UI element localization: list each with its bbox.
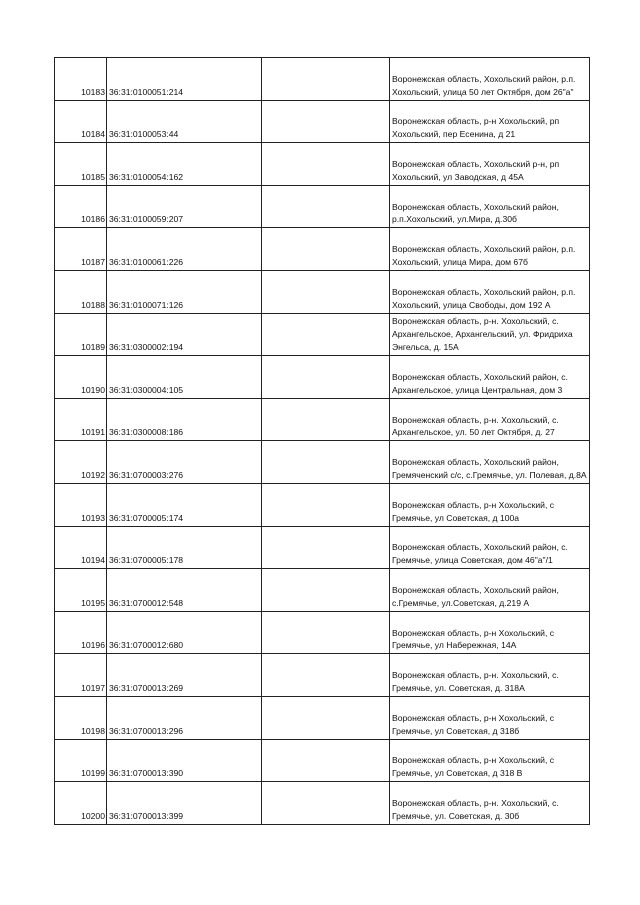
record-number-cell: 10183 [55, 58, 107, 101]
table-row [55, 58, 590, 101]
table-row [55, 100, 590, 143]
empty-cell [262, 739, 390, 782]
empty-cell [262, 270, 390, 313]
record-number-cell: 10191 [55, 398, 107, 441]
address-cell: Воронежская область, р-н Хохольский, с Гремячье, ул Советская, д 318 В [390, 739, 590, 782]
address-cell: Воронежская область, р-н Хохольский, с Гремячье, ул Советская, д 318б [390, 696, 590, 739]
empty-cell [262, 696, 390, 739]
record-number-cell: 10198 [55, 696, 107, 739]
table-row [55, 143, 590, 186]
cadastral-number-cell: 36:31:0700012:680 [107, 611, 262, 654]
empty-cell [262, 228, 390, 271]
empty-cell [262, 654, 390, 697]
record-number-cell: 10196 [55, 611, 107, 654]
table-row [55, 441, 590, 484]
address-cell: Воронежская область, р-н. Хохольский, с. Архангельское, ул. 50 лет Октября, д. 27 [390, 398, 590, 441]
cadastral-number-cell: 36:31:0700013:399 [107, 782, 262, 825]
record-number-cell: 10190 [55, 356, 107, 399]
record-number-cell: 10200 [55, 782, 107, 825]
address-cell: Воронежская область, Хохольский район, с. Архангельское, улица Центральная, дом 3 [390, 356, 590, 399]
records-table [54, 57, 590, 825]
records-body [55, 58, 590, 825]
cadastral-number-cell: 36:31:0100053:44 [107, 100, 262, 143]
record-number-cell: 10189 [55, 313, 107, 356]
address-cell: Воронежская область, р-н. Хохольский, с. Архангельское, Архангельский, ул. Фридриха Энгельса, д. 15А [390, 313, 590, 356]
empty-cell [262, 58, 390, 101]
cadastral-number-cell: 36:31:0700013:296 [107, 696, 262, 739]
table-row [55, 356, 590, 399]
record-number-cell: 10197 [55, 654, 107, 697]
address-cell: Воронежская область, р-н Хохольский, с Гремячье, ул Набережная, 14А [390, 611, 590, 654]
cadastral-number-cell: 36:31:0300008:186 [107, 398, 262, 441]
empty-cell [262, 611, 390, 654]
empty-cell [262, 441, 390, 484]
cadastral-number-cell: 36:31:0100059:207 [107, 185, 262, 228]
table-row [55, 270, 590, 313]
empty-cell [262, 356, 390, 399]
table-row [55, 228, 590, 271]
cadastral-number-cell: 36:31:0700003:276 [107, 441, 262, 484]
table-row [55, 569, 590, 612]
record-number-cell: 10199 [55, 739, 107, 782]
cadastral-number-cell: 36:31:0700012:548 [107, 569, 262, 612]
cadastral-number-cell: 36:31:0700013:269 [107, 654, 262, 697]
empty-cell [262, 100, 390, 143]
table-row [55, 313, 590, 356]
cadastral-number-cell: 36:31:0100071:126 [107, 270, 262, 313]
table-row [55, 611, 590, 654]
table-row [55, 398, 590, 441]
record-number-cell: 10193 [55, 483, 107, 526]
record-number-cell: 10187 [55, 228, 107, 271]
record-number-cell: 10186 [55, 185, 107, 228]
address-cell: Воронежская область, р-н Хохольский, с Гремячье, ул Советская, д 100а [390, 483, 590, 526]
table-row [55, 185, 590, 228]
empty-cell [262, 313, 390, 356]
cadastral-number-cell: 36:31:0100061:226 [107, 228, 262, 271]
address-cell: Воронежская область, Хохольский район, р.п. Хохольский, улица Мира, дом 67б [390, 228, 590, 271]
cadastral-number-cell: 36:31:0300004:105 [107, 356, 262, 399]
empty-cell [262, 483, 390, 526]
cadastral-number-cell: 36:31:0700013:390 [107, 739, 262, 782]
record-number-cell: 10195 [55, 569, 107, 612]
cadastral-number-cell: 36:31:0100054:162 [107, 143, 262, 186]
cadastral-number-cell: 36:31:0700005:174 [107, 483, 262, 526]
address-cell: Воронежская область, Хохольский район, Гремяченский с/с, с.Гремячье, ул. Полевая, д.8А [390, 441, 590, 484]
record-number-cell: 10188 [55, 270, 107, 313]
table-row [55, 696, 590, 739]
address-cell: Воронежская область, Хохольский район, с.Гремячье, ул.Советская, д.219 А [390, 569, 590, 612]
empty-cell [262, 185, 390, 228]
address-cell: Воронежская область, Хохольский район, с. Гремячье, улица Советская, дом 46"а"/1 [390, 526, 590, 569]
address-cell: Воронежская область, р-н Хохольский, рп Хохольский, пер Есенина, д 21 [390, 100, 590, 143]
empty-cell [262, 398, 390, 441]
table-row [55, 782, 590, 825]
record-number-cell: 10192 [55, 441, 107, 484]
cadastral-number-cell: 36:31:0700005:178 [107, 526, 262, 569]
address-cell: Воронежская область, Хохольский р-н, рп Хохольский, ул Заводская, д 45А [390, 143, 590, 186]
table-row [55, 483, 590, 526]
address-cell: Воронежская область, Хохольский район, р.п.Хохольский, ул.Мира, д.30б [390, 185, 590, 228]
address-cell: Воронежская область, р-н. Хохольский, с. Гремячье, ул. Советская, д. 30б [390, 782, 590, 825]
empty-cell [262, 526, 390, 569]
table-row [55, 654, 590, 697]
record-number-cell: 10194 [55, 526, 107, 569]
cadastral-number-cell: 36:31:0100051:214 [107, 58, 262, 101]
table-row [55, 739, 590, 782]
address-cell: Воронежская область, Хохольский район, р.п. Хохольский, улица 50 лет Октября, дом 26"а" [390, 58, 590, 101]
empty-cell [262, 569, 390, 612]
table-row [55, 526, 590, 569]
empty-cell [262, 782, 390, 825]
cadastral-number-cell: 36:31:0300002:194 [107, 313, 262, 356]
empty-cell [262, 143, 390, 186]
record-number-cell: 10184 [55, 100, 107, 143]
address-cell: Воронежская область, Хохольский район, р.п. Хохольский, улица Свободы, дом 192 А [390, 270, 590, 313]
record-number-cell: 10185 [55, 143, 107, 186]
address-cell: Воронежская область, р-н. Хохольский, с. Гремячье, ул. Советская, д. 318А [390, 654, 590, 697]
